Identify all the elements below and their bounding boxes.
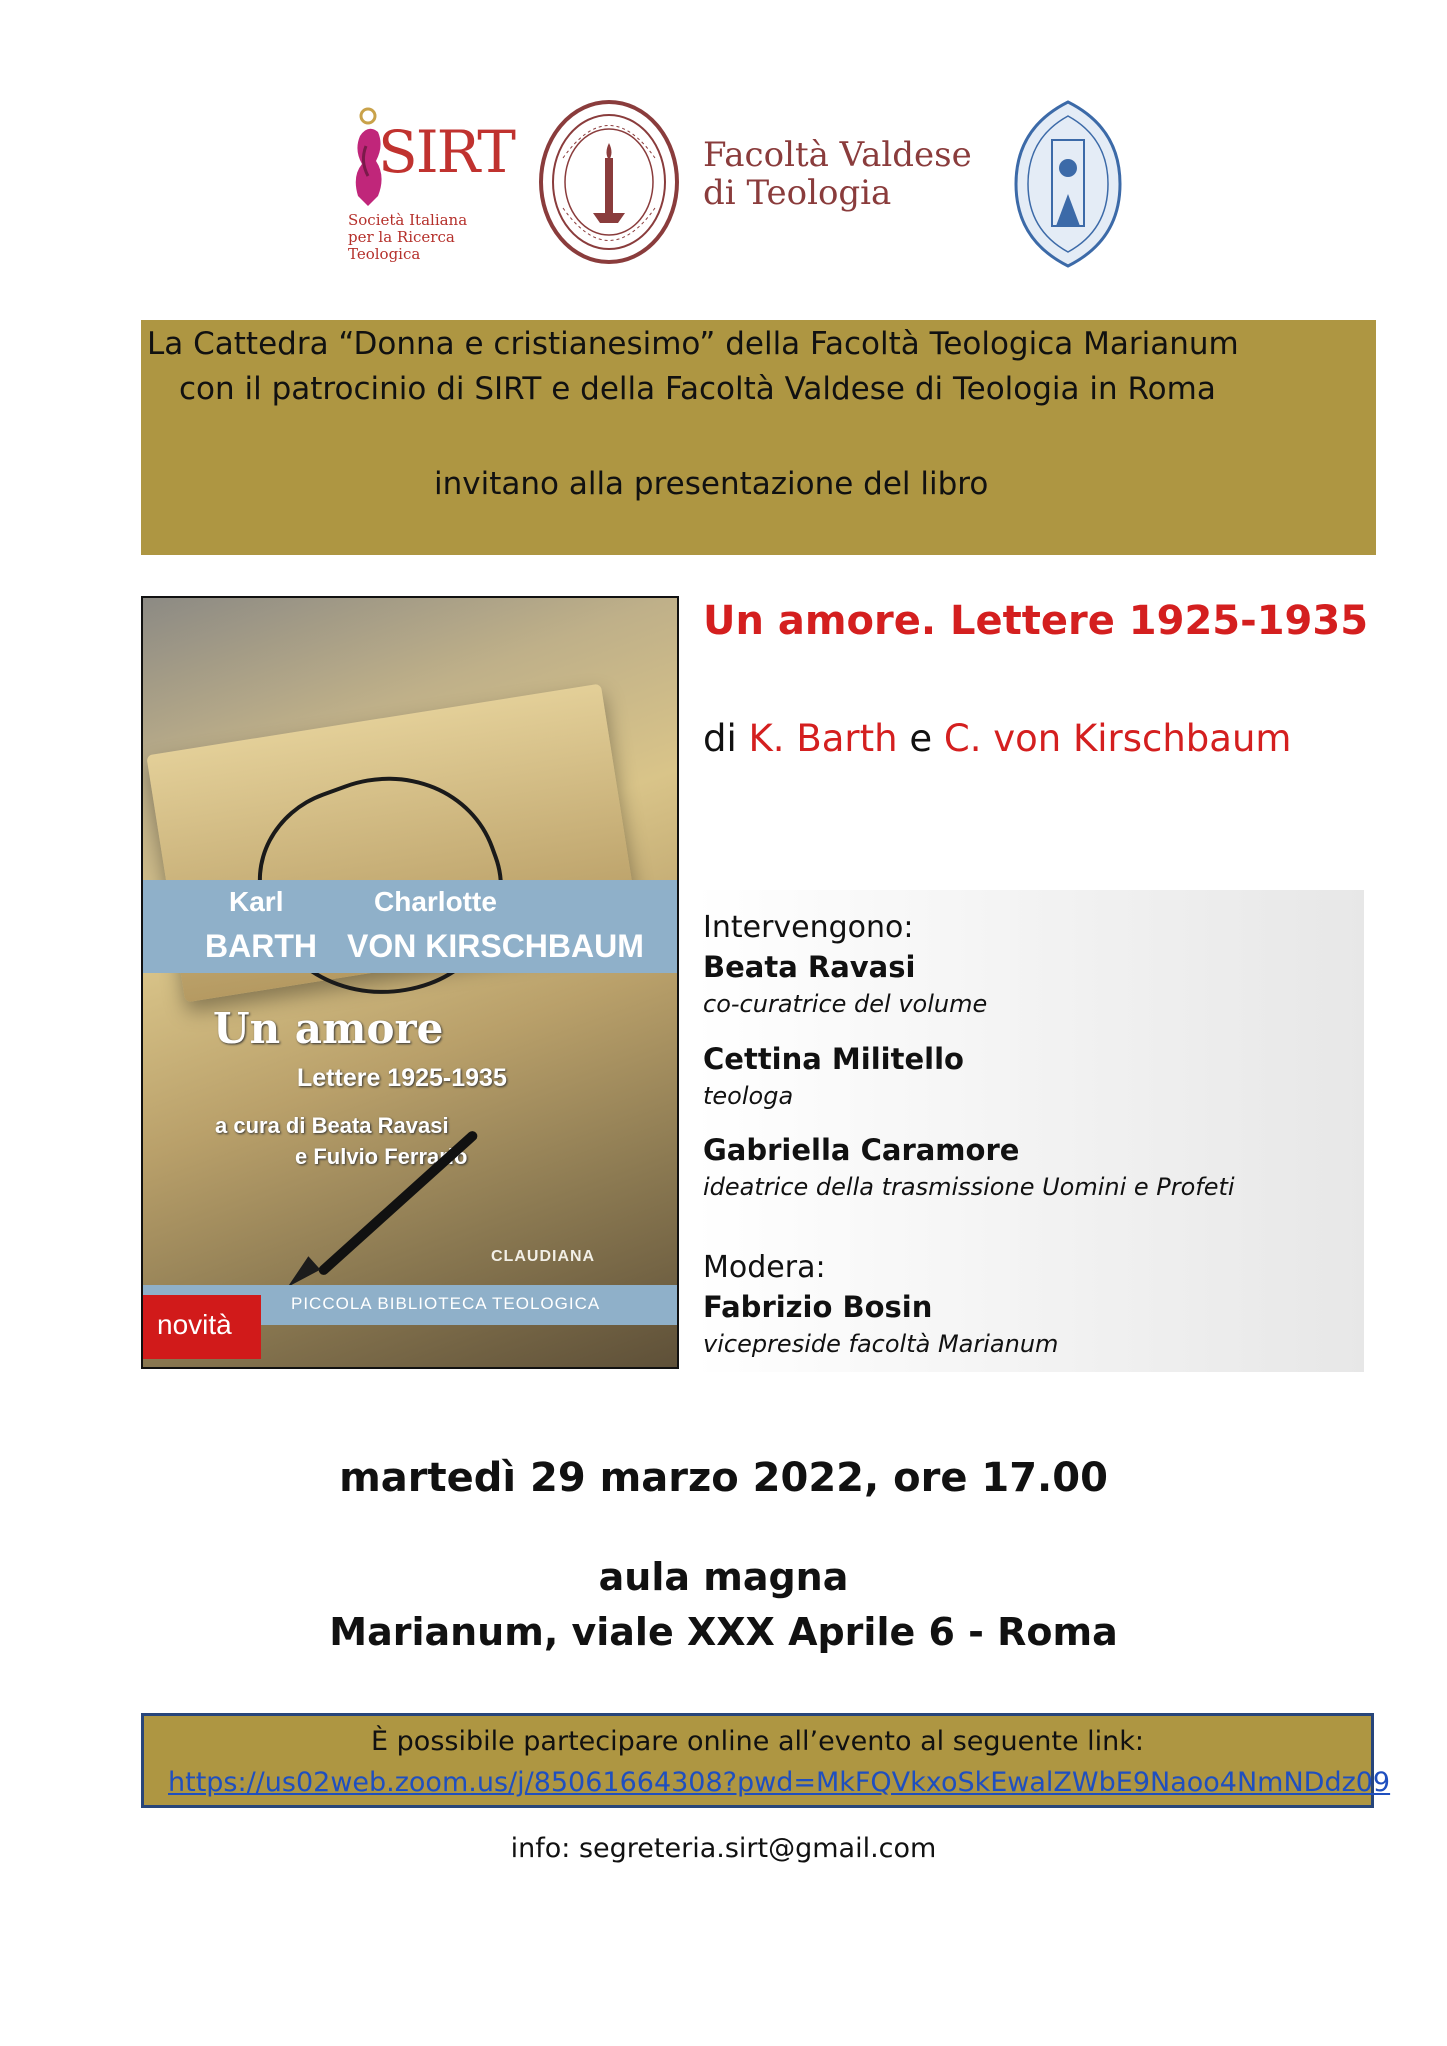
event-address: Marianum, viale XXX Aprile 6 - Roma (329, 1610, 1118, 1654)
info-contact: info: segreteria.sirt@gmail.com (510, 1833, 937, 1864)
speaker-name: Gabriella Caramore (703, 1133, 1020, 1167)
cover-subtitle: Lettere 1925-1935 (297, 1064, 507, 1092)
book-cover (141, 596, 679, 1369)
header-line1: La Cattedra “Donna e cristianesimo” della Facoltà Teologica Marianum (147, 326, 1239, 362)
authors-by: di (703, 717, 737, 760)
book-title: Un amore. Lettere 1925-1935 (703, 598, 1369, 644)
valdese-name (703, 136, 972, 212)
novita-badge (143, 1295, 261, 1359)
speakers-panel (695, 890, 1364, 1372)
cover-authors-band (143, 880, 677, 973)
cover-author1-first: Karl (229, 886, 284, 917)
cover-author2-last: VON KIRSCHBAUM (347, 928, 644, 964)
novita-label: novità (157, 1309, 232, 1340)
sirt-subtitle-line1: Società Italiana (348, 211, 468, 229)
header-line3: invitano alla presentazione del libro (434, 466, 989, 502)
valdese-name-line1: Facoltà Valdese (703, 135, 972, 175)
author-barth: K. Barth (748, 717, 898, 760)
moderator-name: Fabrizio Bosin (703, 1290, 933, 1324)
sirt-subtitle (348, 212, 528, 263)
speaker-role: ideatrice della trasmissione Uomini e Profeti (703, 1173, 1235, 1201)
author-kirschbaum: C. von Kirschbaum (943, 717, 1292, 760)
sirt-logo (338, 100, 518, 263)
speaker-name: Cettina Militello (703, 1042, 964, 1076)
moderator-role: vicepreside facoltà Marianum (703, 1330, 1059, 1358)
cover-author2-first: Charlotte (374, 886, 497, 917)
header-line2: con il patrocinio di SIRT e della Facoltà Valdese di Teologia in Roma (179, 371, 1216, 407)
online-box (141, 1713, 1391, 1808)
book-authors (703, 717, 1291, 760)
authors-and: e (909, 717, 933, 760)
event-date: martedì 29 marzo 2022, ore 17.00 (339, 1455, 1108, 1501)
speaker-role: co-curatrice del volume (703, 990, 988, 1018)
speaker-role: teologa (703, 1082, 794, 1110)
sirt-subtitle-line2: per la Ricerca Teologica (348, 228, 455, 263)
sirt-wordmark: SIRT (378, 118, 514, 186)
cover-author1-last: BARTH (205, 928, 317, 964)
event-room: aula magna (598, 1555, 849, 1599)
speakers-heading: Intervengono: (703, 910, 914, 945)
zoom-link[interactable]: https://us02web.zoom.us/j/85061664308?pwd=MkFQVkxoSkEwalZWbE9Naoo4NmNDdz09 (168, 1767, 1391, 1798)
online-text: È possibile partecipare online all’evento al seguente link: (371, 1726, 1144, 1757)
cover-series: PICCOLA BIBLIOTECA TEOLOGICA (291, 1294, 601, 1313)
cover-title: Un amore (213, 1004, 444, 1053)
speaker-name: Beata Ravasi (703, 950, 916, 984)
invitation-header (141, 320, 1376, 555)
valdese-seal-icon (538, 98, 680, 266)
cover-editors-line1: a cura di Beata Ravasi (215, 1113, 449, 1138)
moderator-heading: Modera: (703, 1250, 826, 1285)
valdese-name-line2: di Teologia (703, 173, 892, 213)
cover-editors-line2: e Fulvio Ferrario (295, 1144, 468, 1169)
marianum-seal-icon (1012, 98, 1124, 270)
cover-publisher: CLAUDIANA (491, 1248, 596, 1265)
